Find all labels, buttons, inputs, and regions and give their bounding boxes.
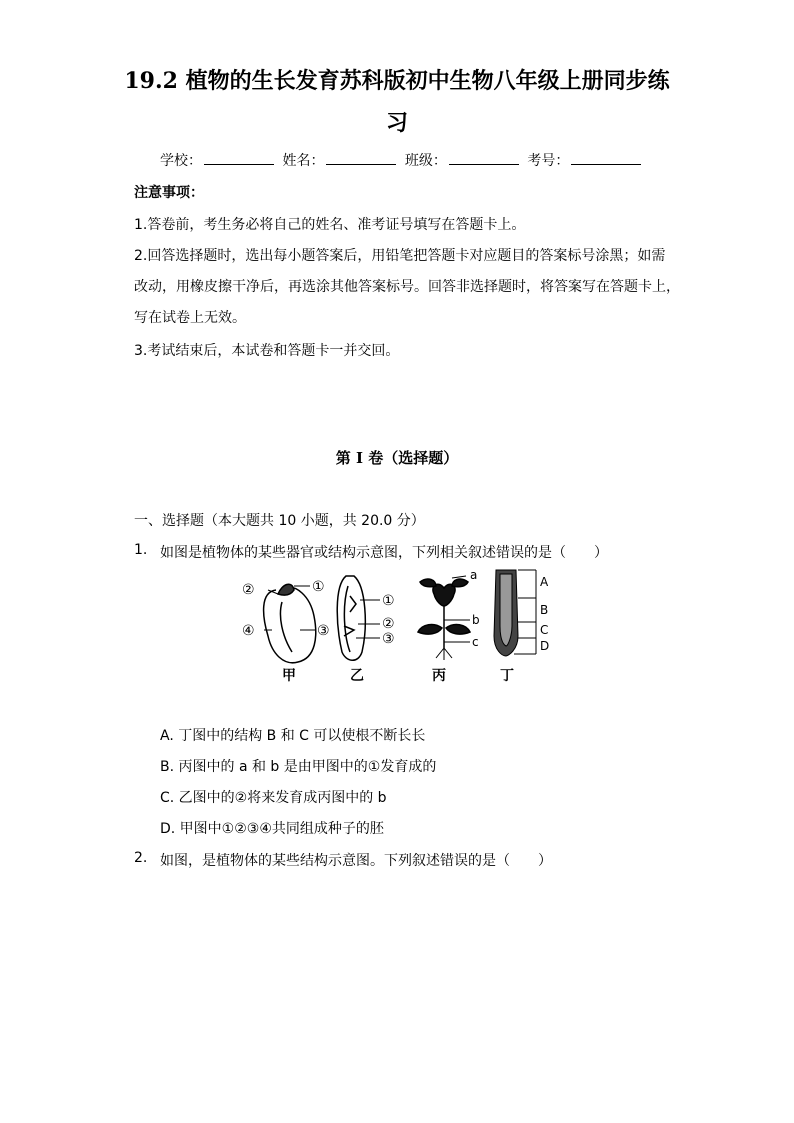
ding-mark-B: B [540, 603, 549, 617]
question-1-number: 1. [134, 542, 148, 558]
figure-jia-seed [264, 584, 316, 663]
question-2-number: 2. [134, 850, 148, 866]
notice-item-2-line-1: 2.回答选择题时，选出每小题答案后，用铅笔把答题卡对应题目的答案标号涂黑；如需 [134, 248, 666, 264]
number-label: 考号： [527, 153, 570, 169]
name-label: 姓名： [282, 153, 325, 169]
school-blank[interactable] [204, 152, 274, 165]
notice-item-1: 1.答卷前，考生务必将自己的姓名、准考证号填写在答题卡上。 [134, 217, 526, 233]
question-1-text: 如图是植物体的某些器官或结构示意图，下列相关叙述错误的是（ ） [160, 545, 608, 561]
bing-mark-b: b [472, 613, 480, 627]
jia-mark-3: ③ [317, 623, 330, 639]
notice-heading: 注意事项： [134, 185, 204, 201]
ding-mark-C: C [540, 623, 549, 637]
student-info-row [160, 150, 645, 170]
class-label: 班级： [404, 153, 447, 169]
ding-mark-A: A [540, 575, 549, 589]
question-1-option-d[interactable]: D. 甲图中①②③④共同组成种子的胚 [160, 821, 384, 837]
question-1-option-a[interactable]: A. 丁图中的结构 B 和 C 可以使根不断长长 [160, 728, 426, 744]
class-blank[interactable] [449, 152, 519, 165]
page-title: 19.2 植物的生长发育苏科版初中生物八年级上册同步练 [124, 68, 670, 94]
yi-mark-2: ② [382, 616, 395, 632]
figure-ding-root-tip [494, 570, 536, 656]
bing-mark-c: c [472, 635, 479, 649]
name-blank[interactable] [326, 152, 396, 165]
section-title: 第 I 卷（选择题） [335, 449, 459, 467]
question-2-text: 如图，是植物体的某些结构示意图。下列叙述错误的是（ ） [160, 853, 552, 869]
ding-mark-D: D [540, 639, 550, 653]
figure-label-jia: 甲 [282, 668, 296, 684]
notice-item-3: 3.考试结束后，本试卷和答题卡一并交回。 [134, 343, 400, 359]
part-heading: 一、选择题（本大题共 10 小题，共 20.0 分） [134, 513, 425, 529]
figure-label-ding: 丁 [500, 668, 514, 684]
notice-item-2-line-2: 改动，用橡皮擦干净后，再选涂其他答案标号。回答非选择题时，将答案写在答题卡上， [134, 279, 680, 295]
figure-label-yi: 乙 [350, 668, 364, 684]
figure-bing-seedling [418, 576, 470, 660]
notice-item-2-line-3: 写在试卷上无效。 [134, 310, 246, 326]
number-blank[interactable] [571, 152, 641, 165]
figure-yi-seed [337, 576, 380, 660]
school-label: 学校： [160, 153, 202, 169]
figure-label-bing: 丙 [432, 668, 446, 684]
jia-mark-1: ① [312, 579, 325, 595]
question-1-figure [238, 566, 558, 686]
bing-mark-a: a [470, 568, 478, 582]
page-title-continued: 习 [385, 110, 408, 136]
question-1-option-c[interactable]: C. 乙图中的②将来发育成丙图中的 b [160, 790, 387, 806]
question-1-option-b[interactable]: B. 丙图中的 a 和 b 是由甲图中的①发育成的 [160, 759, 437, 775]
jia-mark-4: ④ [242, 623, 255, 639]
jia-mark-2: ② [242, 582, 255, 598]
yi-mark-1: ① [382, 593, 395, 609]
yi-mark-3: ③ [382, 631, 395, 647]
